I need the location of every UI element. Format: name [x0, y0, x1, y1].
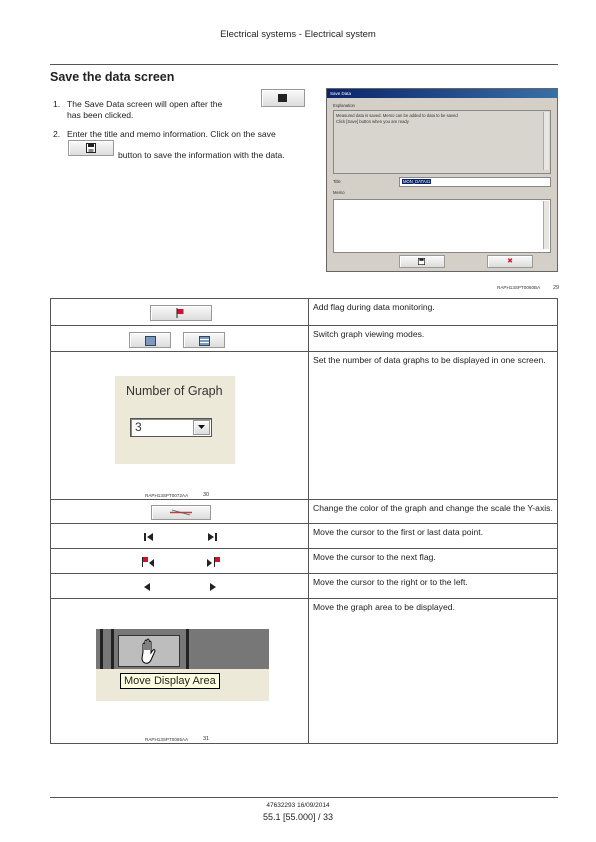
table-row: [51, 299, 558, 326]
description-cell: Set the number of data graphs to be displayed in one screen.: [309, 352, 558, 500]
description-cell: Change the color of the graph and change the scale the Y-axis.: [309, 500, 558, 524]
icon-cell: [51, 299, 309, 326]
first-data-point-icon[interactable]: [133, 530, 161, 544]
section-title: Save the data screen: [50, 70, 175, 84]
footer-doc-id: 47632293 16/09/2014: [266, 802, 330, 809]
explanation-text-2: Click [Save] button when you are ready: [336, 119, 409, 124]
title-value: MON_DATA41: [403, 179, 431, 184]
footer-rule: [50, 797, 558, 798]
figure-code: RAPH13SPT0065AA: [145, 737, 189, 742]
toolbar-divider: [100, 629, 103, 669]
icon-description-table: [50, 298, 558, 744]
dropdown-button[interactable]: [193, 420, 210, 435]
move-display-area-button[interactable]: [118, 635, 180, 667]
add-flag-button[interactable]: [150, 305, 212, 321]
explanation-box: [333, 110, 551, 174]
toolbar-divider: [111, 629, 114, 669]
header-rule: [50, 64, 558, 65]
step-1-text: The Save Data screen will open after the: [67, 99, 223, 109]
table-row: [51, 549, 558, 574]
floppy-icon: [86, 143, 96, 153]
previous-flag-icon[interactable]: [133, 555, 161, 569]
number-of-graph-panel: [115, 376, 235, 464]
cursor-right-icon[interactable]: [199, 580, 227, 594]
single-graph-icon: [145, 336, 156, 346]
description-cell: Move the cursor to the next flag.: [309, 549, 558, 574]
icon-cell: [51, 524, 309, 549]
icon-cell: [51, 599, 309, 744]
explanation-text-1: Measured data is saved. Memo can be added to data to be saved: [336, 113, 458, 118]
cancel-x-icon: ✖: [507, 258, 513, 265]
title-input[interactable]: [399, 177, 551, 187]
icon-cell: [51, 326, 309, 352]
scale-icon: [169, 509, 193, 516]
save-data-dialog: [326, 88, 558, 272]
screen-icon: [278, 94, 287, 102]
icon-cell: [51, 352, 309, 500]
dialog-save-button[interactable]: [399, 255, 445, 268]
graph-view-mode-button-1[interactable]: [129, 332, 171, 348]
graph-view-mode-button-2[interactable]: [183, 332, 225, 348]
memo-label: Memo: [333, 190, 345, 195]
step-2-text-2: button to save the information with the data.: [118, 150, 285, 160]
figure-number: 30: [203, 492, 210, 498]
step-2-number: 2.: [53, 129, 61, 139]
flag-icon: [175, 308, 185, 318]
table-row: [51, 574, 558, 599]
step-1-number: 1.: [53, 99, 61, 109]
footer-page-number: 55.1 [55.000] / 33: [262, 812, 334, 822]
cursor-left-icon[interactable]: [133, 580, 161, 594]
memo-input[interactable]: [333, 199, 551, 253]
page-header: Electrical systems - Electrical system: [220, 29, 376, 40]
move-display-area-tooltip: Move Display Area: [120, 673, 220, 689]
icon-cell: [51, 549, 309, 574]
description-cell: Move the graph area to be displayed.: [309, 599, 558, 744]
step-1-text-2: has been clicked.: [67, 110, 134, 120]
step-2-text: Enter the title and memo information. Click on the save: [67, 129, 276, 139]
figure-number: 31: [203, 736, 210, 742]
description-cell: Add flag during data monitoring.: [309, 299, 558, 326]
floppy-icon: [418, 258, 425, 265]
table-row: [51, 352, 558, 500]
dialog-cancel-button[interactable]: [487, 255, 533, 268]
figure-number: 29: [553, 285, 560, 291]
description-cell: Move the cursor to the right or to the left.: [309, 574, 558, 599]
graph-color-scale-button[interactable]: [151, 505, 211, 520]
explanation-label: Explanation: [333, 103, 355, 108]
dialog-title: Save Data: [327, 89, 557, 98]
multi-graph-icon: [199, 336, 210, 346]
table-row: [51, 326, 558, 352]
last-data-point-icon[interactable]: [199, 530, 227, 544]
icon-cell: [51, 574, 309, 599]
chevron-down-icon: [198, 425, 205, 430]
table-row: [51, 524, 558, 549]
hand-icon: [139, 638, 161, 666]
next-flag-icon[interactable]: [199, 555, 227, 569]
number-of-graph-value: 3: [135, 420, 142, 434]
number-of-graph-label: Number of Graph: [126, 384, 223, 398]
icon-cell: [51, 500, 309, 524]
memo-scrollbar[interactable]: [543, 201, 549, 249]
toolbar-divider: [186, 629, 189, 669]
save-button[interactable]: [68, 140, 114, 156]
move-display-area-panel: [96, 629, 269, 701]
save-data-screen-button[interactable]: [261, 89, 305, 107]
description-cell: Switch graph viewing modes.: [309, 326, 558, 352]
table-row: [51, 500, 558, 524]
explanation-scrollbar[interactable]: [543, 112, 549, 170]
table-row: [51, 599, 558, 744]
title-label: Title: [333, 179, 341, 184]
number-of-graph-select[interactable]: [130, 418, 212, 437]
figure-code: RAPH13SPT0060BA: [497, 285, 541, 290]
figure-code: RAPH13SPT0072AA: [145, 493, 189, 498]
description-cell: Move the cursor to the first or last data point.: [309, 524, 558, 549]
